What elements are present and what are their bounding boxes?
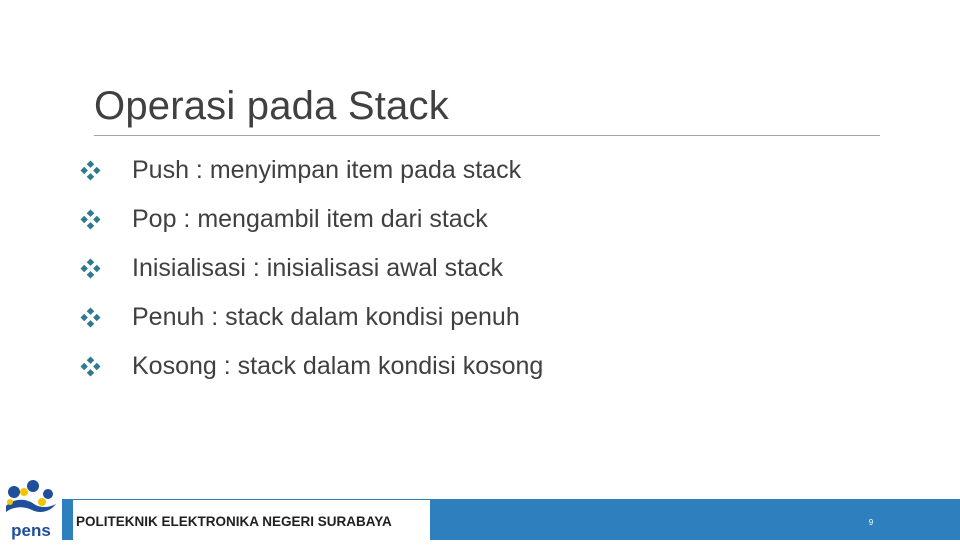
bullet-item-penuh bbox=[80, 293, 543, 342]
bullet-list bbox=[80, 146, 543, 391]
diamond-bullet-icon bbox=[80, 342, 132, 391]
logo-text: pens bbox=[11, 521, 51, 540]
diamond-bullet-icon bbox=[80, 293, 132, 342]
bullet-text: Penuh : stack dalam kondisi penuh bbox=[132, 303, 520, 331]
bullet-item-kosong bbox=[80, 342, 543, 391]
diamond-bullet-icon bbox=[80, 146, 132, 195]
bullet-text: Inisialisasi : inisialisasi awal stack bbox=[132, 254, 503, 282]
bullet-text: Push : menyimpan item pada stack bbox=[132, 156, 522, 184]
bullet-item-push bbox=[80, 146, 543, 195]
bullet-text: Pop : mengambil item dari stack bbox=[132, 205, 488, 233]
pens-logo bbox=[0, 478, 62, 540]
title-divider bbox=[94, 135, 880, 136]
bullet-text: Kosong : stack dalam kondisi kosong bbox=[132, 352, 544, 380]
diamond-bullet-icon bbox=[80, 244, 132, 293]
bullet-item-inisialisasi bbox=[80, 244, 543, 293]
slide-title: Operasi pada Stack bbox=[94, 84, 449, 128]
bullet-item-pop bbox=[80, 195, 543, 244]
diamond-bullet-icon bbox=[80, 195, 132, 244]
page-number: 9 bbox=[868, 518, 874, 527]
footer-institution: POLITEKNIK ELEKTRONIKA NEGERI SURABAYA bbox=[76, 514, 392, 529]
